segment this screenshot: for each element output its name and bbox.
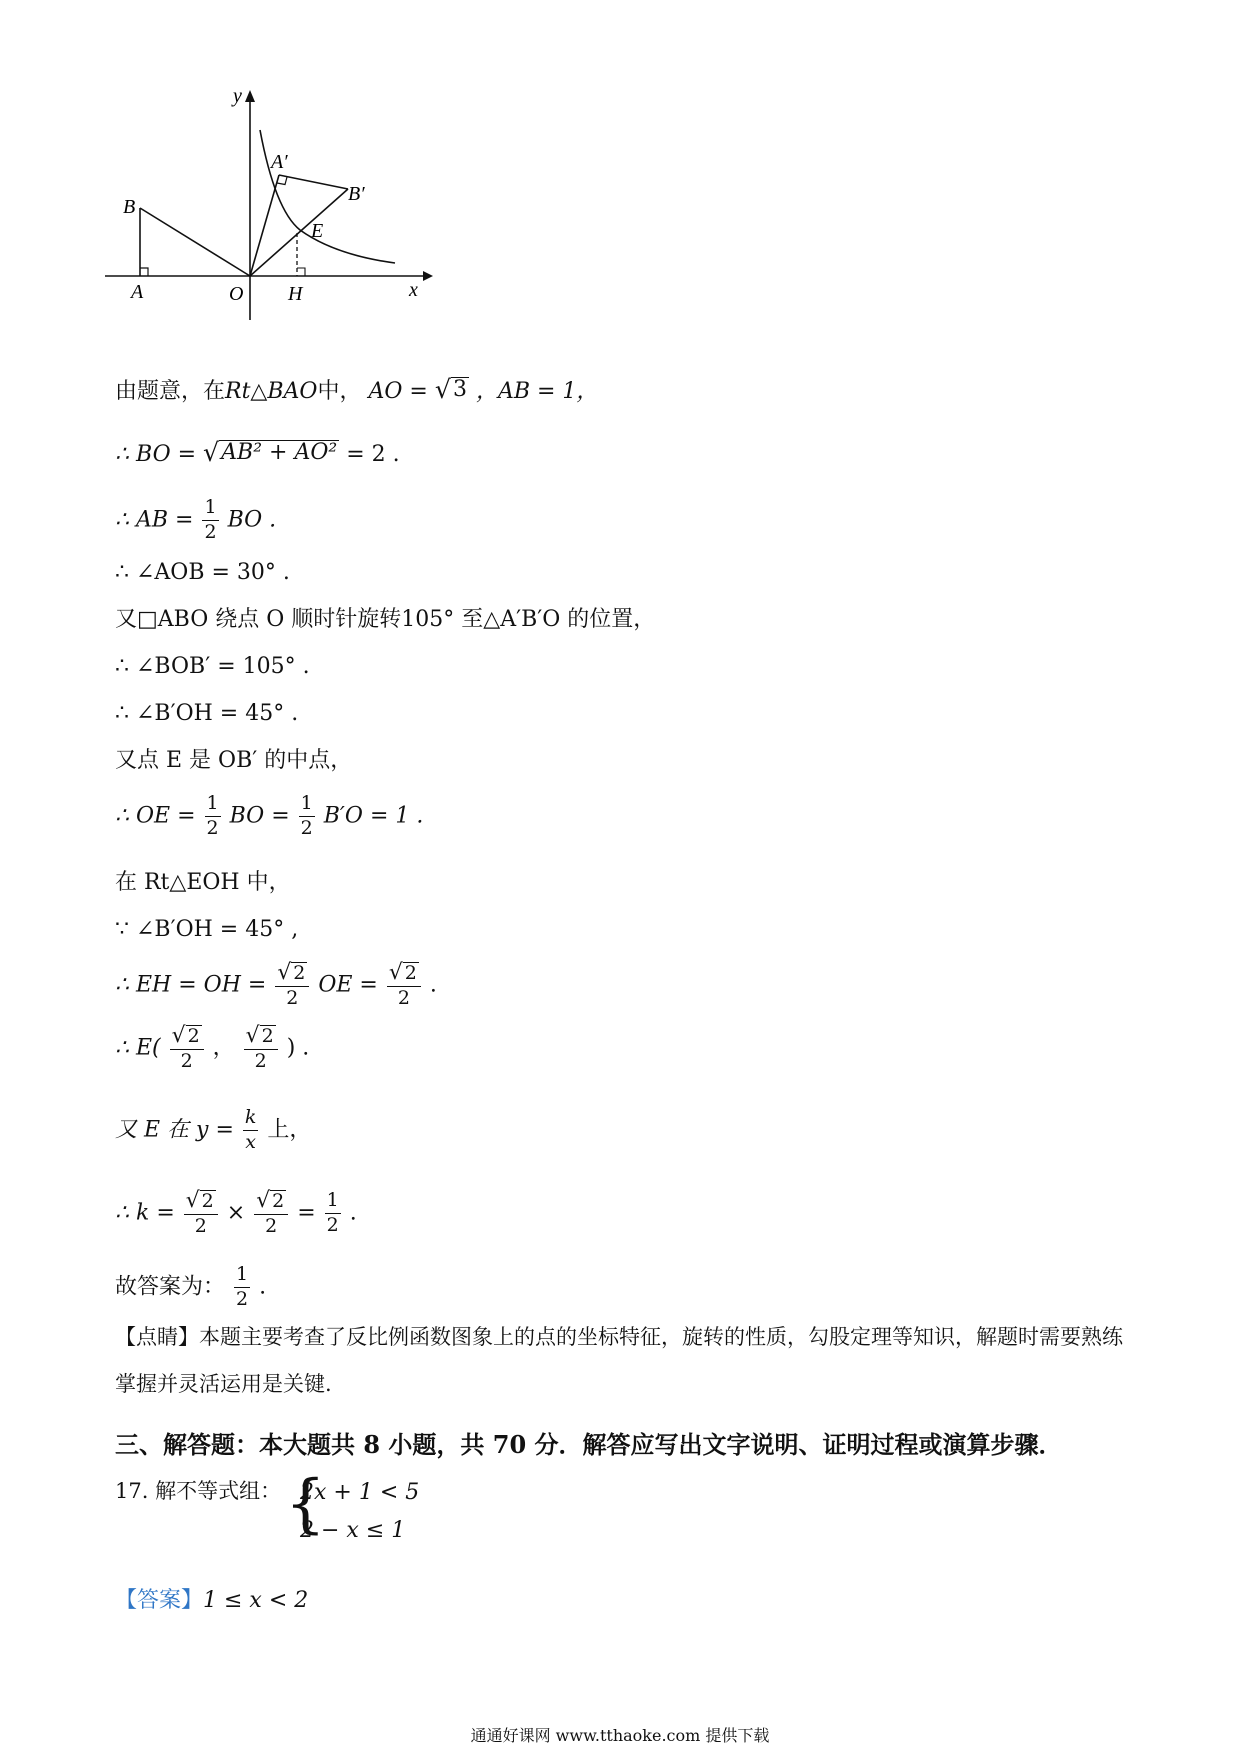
- segment-A-prime-B-prime: [279, 175, 348, 189]
- question-17-label: 17. 解不等式组：: [115, 1479, 282, 1503]
- segment-OA-prime: [250, 175, 279, 276]
- section-title: 三、解答题：本大题共 8 小题，共 70 分．解答应写出文字说明、证明过程或演算步骤．: [115, 1430, 1063, 1459]
- solution-line-2: ∴ BO = √ AB² + AO² = 2 .: [115, 438, 400, 467]
- solution-line-1: 由题意，在Rt△BAO中， AO = √ 3 ，AB = 1，: [115, 375, 599, 404]
- solution-line-9: ∴ OE = $\frac{1}{2}$ BO = $\frac{1}{2}$ B′O = 1 .: [115, 792, 424, 839]
- x-axis-arrow: [423, 271, 433, 281]
- label-x: x: [409, 279, 418, 301]
- right-angle-A: [140, 268, 148, 276]
- system-brace: {: [285, 1467, 326, 1541]
- solution-line-8: 又点 E 是 OB′ 的中点，: [115, 748, 353, 773]
- solution-line-4: ∴ ∠AOB = 30° .: [115, 560, 290, 585]
- solution-line-10: 在 Rt△EOH 中，: [115, 870, 291, 895]
- label-y: y: [233, 90, 242, 107]
- inequality-1: 2x + 1 < 5: [300, 1480, 420, 1505]
- answer-value: 1 ≤ x < 2: [203, 1588, 309, 1613]
- answer-line: [115, 1583, 308, 1614]
- solution-line-16: 故答案为： $\frac{1}{2}$ .: [115, 1263, 267, 1310]
- solution-line-5: 又□ABO 绕点 O 顺时针旋转105° 至△A′B′O 的位置，: [115, 607, 656, 632]
- label-B: B: [123, 196, 136, 218]
- geometry-figure: [105, 90, 485, 350]
- solution-line-11: ∵ ∠B′OH = 45° ,: [115, 917, 299, 942]
- y-axis-arrow: [245, 90, 255, 102]
- segment-OB-prime: [250, 189, 348, 276]
- solution-line-14: 又 E 在 y = $\frac{k}{x}$ 上，: [115, 1106, 312, 1153]
- solution-line-6: ∴ ∠BOB′ = 105° .: [115, 654, 310, 679]
- solution-line-3: ∴ AB = $\frac{1}{2}$ BO .: [115, 496, 277, 543]
- segment-BO: [140, 208, 250, 276]
- solution-line-12: ∴ EH = OH = √ 2 2 OE = √ 2 2 .: [115, 960, 437, 1009]
- label-O: O: [229, 283, 244, 305]
- inequality-2: 2 − x ≤ 1: [300, 1518, 406, 1543]
- label-H: H: [288, 283, 303, 305]
- label-A: A: [131, 281, 144, 303]
- solution-line-15: ∴ k = √ 2 2 × √ 2 2 = $\frac{1}{2}$ .: [115, 1188, 357, 1237]
- hyperbola-curve: [260, 130, 395, 263]
- solution-line-13: ∴ E( √ 2 2 ， √ 2 2 ) .: [115, 1023, 310, 1072]
- solution-line-7: ∴ ∠B′OH = 45° .: [115, 701, 299, 726]
- right-angle-H: [297, 268, 305, 276]
- label-E: E: [311, 220, 324, 242]
- footer-watermark: 通通好课网 www.tthaoke.com 提供下载: [470, 1726, 770, 1745]
- commentary-note: 【点睛】本题主要考查了反比例函数图象上的点的坐标特征，旋转的性质，勾股定理等知识，解题时需要熟练掌握并灵活运用是关键.: [115, 1325, 1123, 1396]
- answer-tag: 【答案】: [115, 1588, 204, 1613]
- label-A-prime: A′: [271, 151, 288, 173]
- label-B-prime: B′: [348, 183, 365, 205]
